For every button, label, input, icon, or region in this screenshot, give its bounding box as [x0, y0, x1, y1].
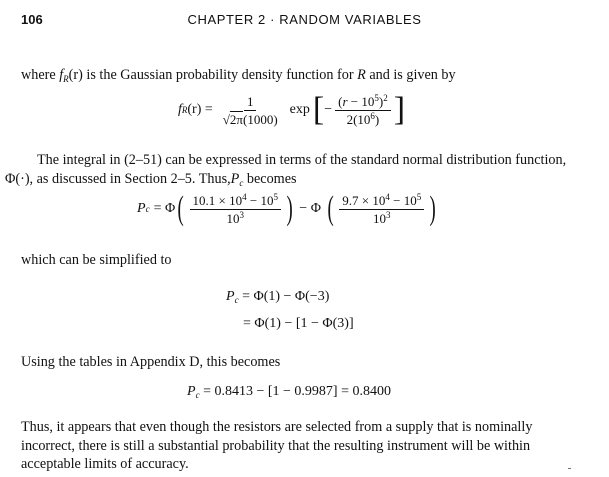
- fraction-numerator: [339, 193, 424, 210]
- left-bracket: [: [312, 91, 325, 128]
- superscript: 6: [370, 110, 375, 121]
- left-paren: (: [327, 190, 334, 227]
- text-span: ): [374, 111, 380, 127]
- equation-pc-phi: [137, 192, 439, 226]
- page-header: [0, 12, 609, 32]
- fraction-denominator: [220, 111, 281, 127]
- fraction-lower-limit: [339, 193, 424, 226]
- fraction-numerator: [335, 94, 391, 111]
- text-span: 10: [372, 210, 386, 226]
- math-arg: (r): [68, 67, 83, 83]
- paragraph-appendix: Using the tables in Appendix D, this becomes: [21, 354, 281, 370]
- fraction-denominator: [370, 210, 394, 226]
- text-span: = 0.8413 − [1 − 0.9987] = 0.8400: [203, 384, 391, 399]
- superscript: 2: [383, 92, 388, 103]
- math-sub: c: [145, 204, 150, 214]
- superscript: 5: [273, 191, 278, 202]
- fraction-numerator: 1: [244, 94, 257, 111]
- fraction-numerator: [190, 193, 281, 210]
- text-span: where: [21, 67, 60, 83]
- math-R: R: [357, 67, 366, 83]
- text-span: − 10: [389, 192, 417, 208]
- equation-gaussian-pdf: [178, 93, 405, 127]
- text-span: = Φ(1) − Φ(−3): [242, 289, 330, 304]
- scan-mark: [568, 468, 571, 469]
- equation-result: [187, 384, 391, 400]
- math-f: f: [178, 102, 182, 117]
- right-bracket: ]: [393, 91, 406, 128]
- math-P: P: [226, 289, 235, 304]
- fraction-normalizer: [220, 94, 281, 127]
- left-paren: (: [177, 190, 184, 227]
- math-P: P: [230, 170, 240, 187]
- math-sub: R: [181, 105, 188, 115]
- superscript: 4: [242, 191, 247, 202]
- math-r: r: [342, 93, 348, 109]
- paragraph-simplified: which can be simplified to: [21, 252, 172, 268]
- math-sub: c: [239, 177, 244, 188]
- paragraph-conclusion: Thus, it appears that even though the resistors are selected from a supply that is nominally incorrect, there is still a substantial probability that the resulting instrument will be within acceptable limits of accuracy.: [21, 419, 533, 472]
- superscript: 5: [416, 191, 422, 202]
- math-P: P: [187, 384, 196, 399]
- math-sub: c: [195, 390, 200, 400]
- text-span: and is given by: [365, 67, 456, 83]
- text-span: 10: [226, 210, 240, 226]
- superscript: 3: [239, 209, 244, 220]
- paragraph-integral: [5, 151, 587, 188]
- text-span: 10.1 × 10: [192, 192, 243, 208]
- page-number: 106: [21, 12, 43, 27]
- minus-sign: −: [324, 102, 333, 117]
- superscript: 4: [385, 191, 390, 202]
- right-paren: ): [429, 190, 436, 227]
- fraction-upper-limit: [190, 193, 281, 226]
- exp-function: exp: [289, 102, 310, 117]
- right-paren: ): [286, 190, 293, 227]
- math-f: f: [59, 67, 64, 83]
- text-span: is the Gaussian probability density function for: [82, 67, 358, 83]
- superscript: 3: [385, 209, 391, 220]
- text-span: 2(10: [346, 111, 371, 127]
- equation-simplify-1: [226, 289, 329, 305]
- text-span: (1000): [243, 111, 278, 127]
- equation-simplify-2: = Φ(1) − [1 − Φ(3)]: [243, 316, 354, 331]
- text-span: The integral in (2–51) can be expressed in terms of the standard normal distribution function,: [37, 152, 567, 168]
- math-arg: (r) =: [187, 102, 213, 117]
- fraction-exponent: [335, 94, 391, 127]
- sqrt-sign: √: [222, 111, 230, 127]
- minus-phi: − Φ: [299, 201, 321, 216]
- text-span: − 10: [246, 192, 274, 208]
- math-sub: c: [234, 295, 239, 305]
- superscript: 5: [374, 92, 379, 103]
- paragraph-intro: [21, 66, 587, 85]
- text-span: (: [338, 93, 343, 109]
- chapter-title: CHAPTER 2 · RANDOM VARIABLES: [187, 12, 422, 27]
- sqrt-radicand: 2π: [229, 111, 243, 127]
- math-sub: R: [63, 74, 69, 84]
- text-span: ): [378, 93, 384, 109]
- text-span: Φ(·), as discussed in Section 2–5. Thus,: [5, 170, 231, 187]
- fraction-denominator: [224, 210, 248, 226]
- math-P: P: [137, 201, 146, 216]
- equals-phi: = Φ: [153, 201, 176, 216]
- text-span: − 10: [347, 93, 375, 109]
- text-span: becomes: [243, 170, 297, 187]
- fraction-denominator: [344, 111, 383, 127]
- text-span: 9.7 × 10: [342, 192, 386, 208]
